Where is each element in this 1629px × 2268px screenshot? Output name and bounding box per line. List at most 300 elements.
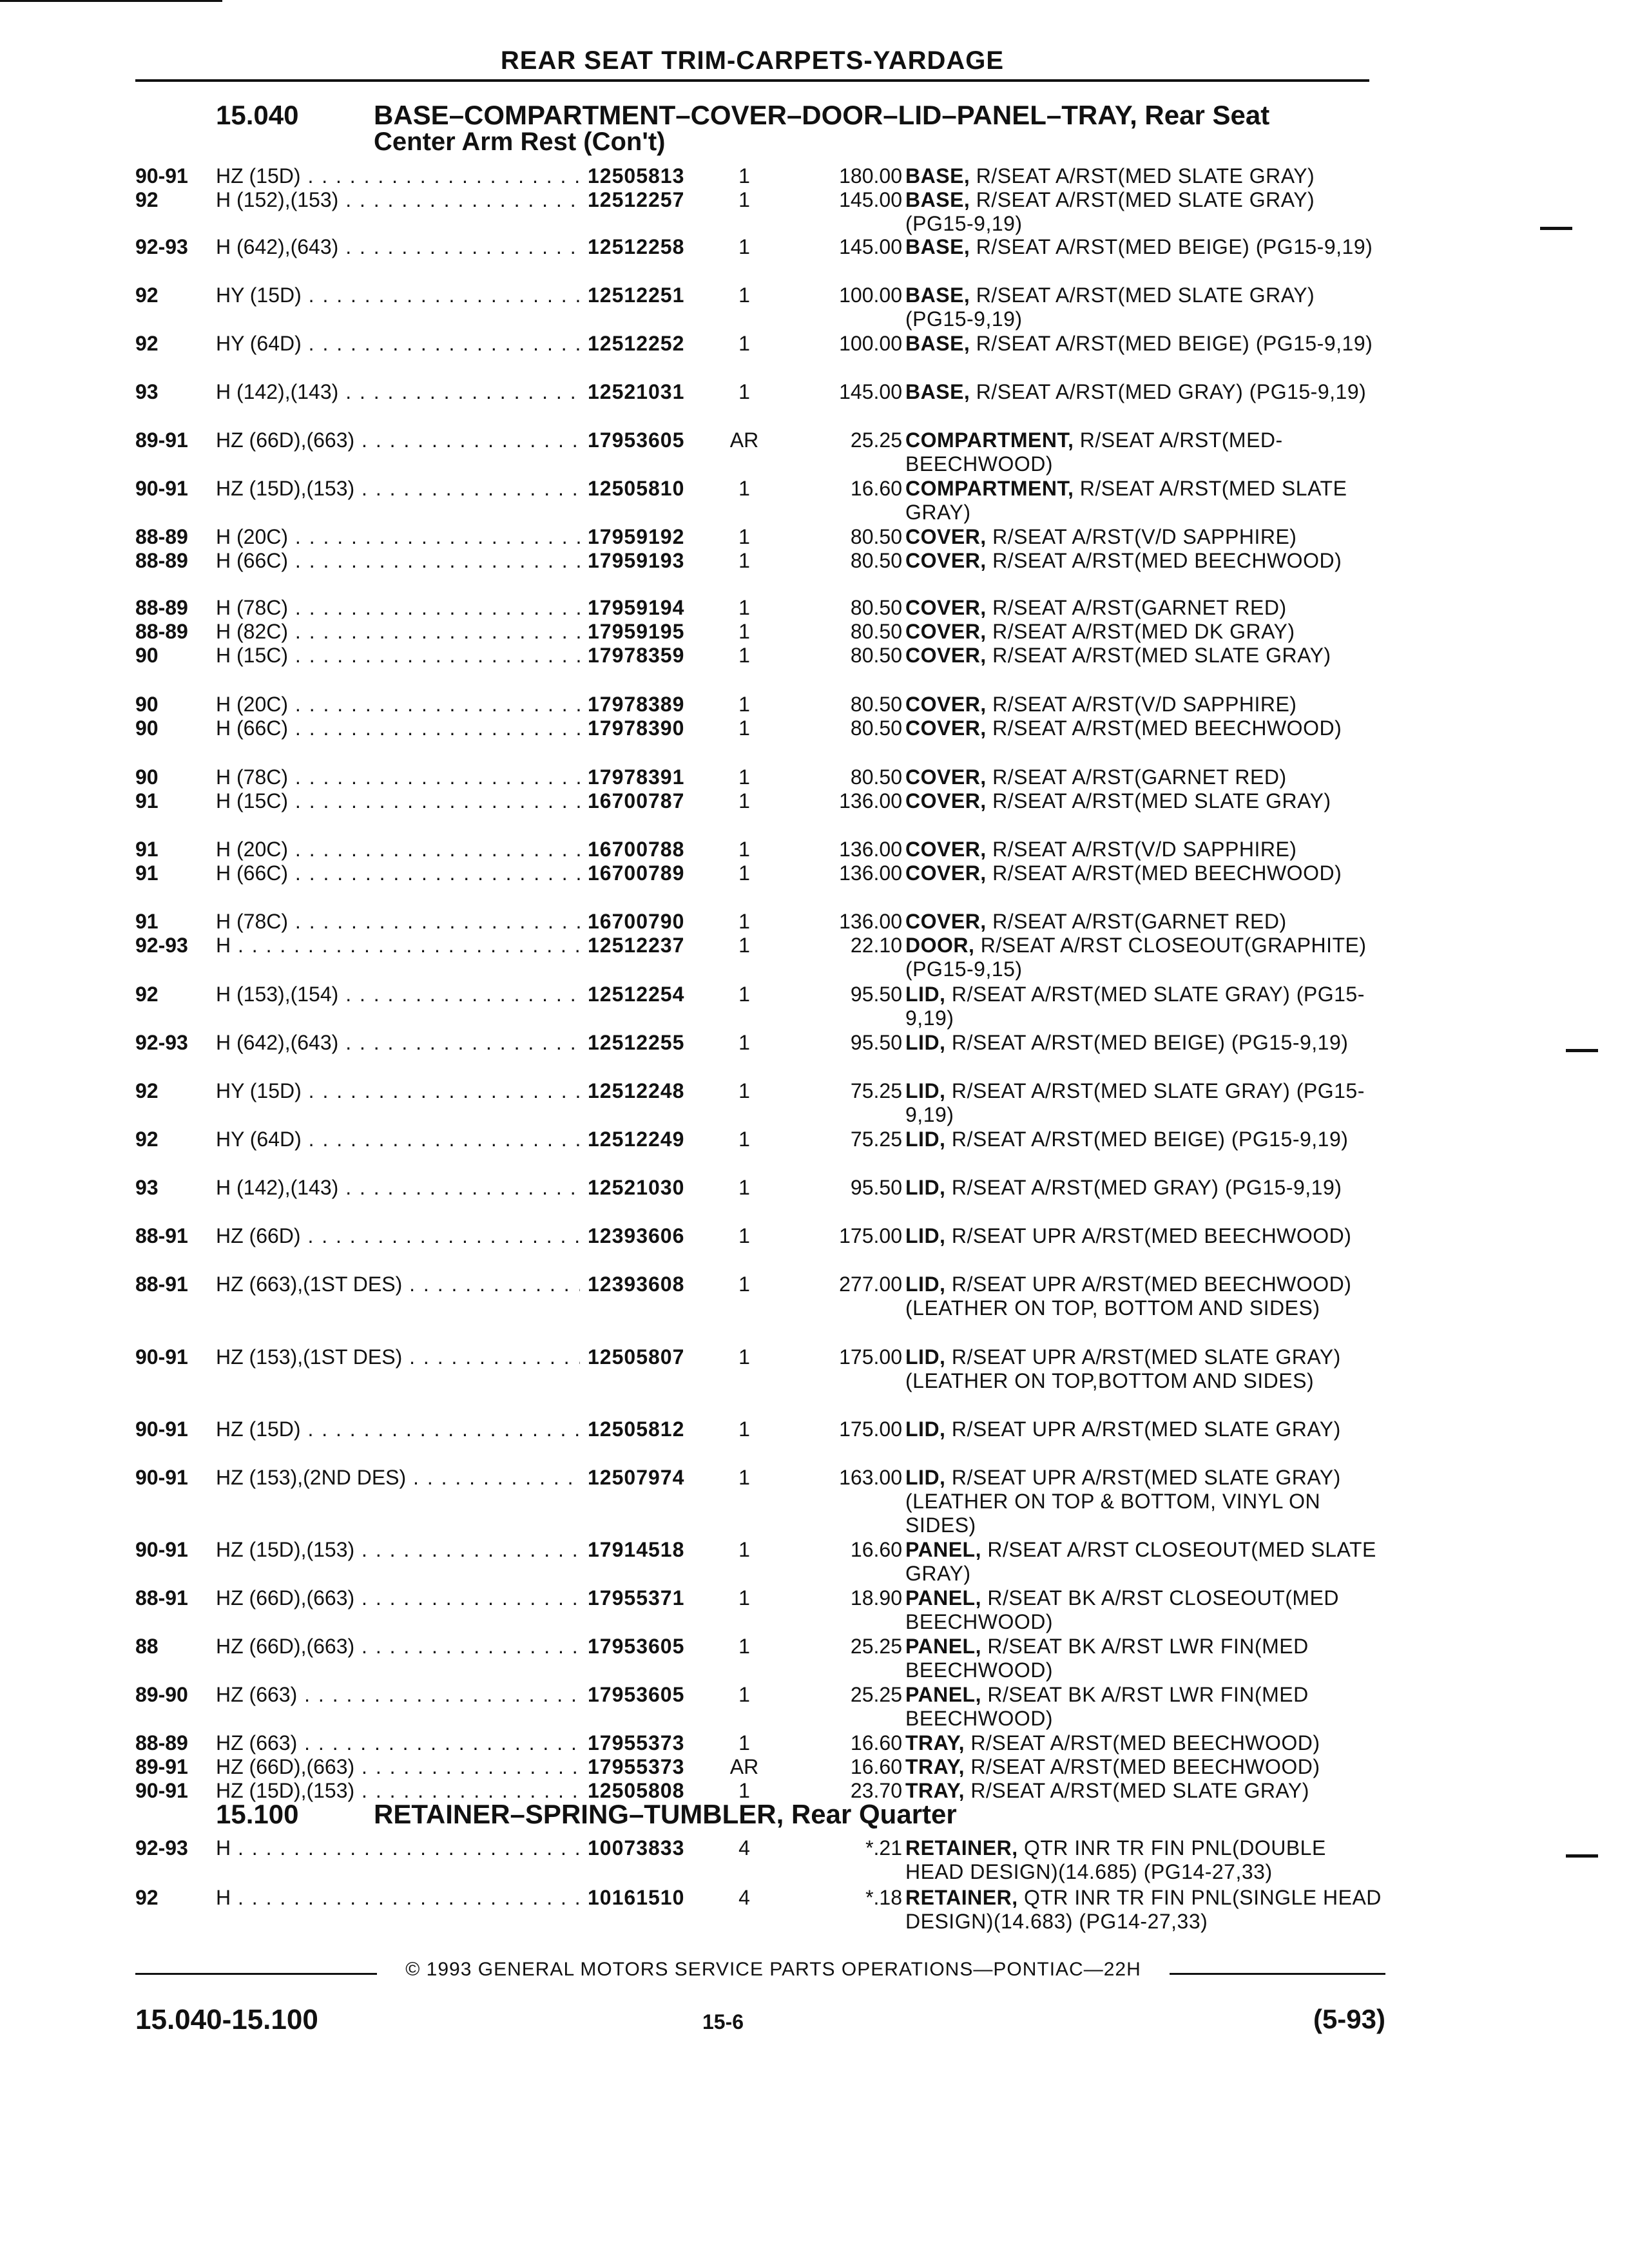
part-number: 16700787 bbox=[580, 789, 755, 813]
quantity: AR bbox=[715, 428, 773, 452]
quantity: 4 bbox=[715, 1886, 773, 1910]
model-code: H (66C) . . . bbox=[216, 861, 715, 885]
part-detail: R/SEAT A/RST(MED BEIGE) (PG15-9,19) bbox=[951, 1128, 1349, 1151]
page-number: 15-6 bbox=[702, 2010, 744, 2033]
quantity: 1 bbox=[715, 983, 773, 1006]
quantity: 1 bbox=[715, 1586, 773, 1610]
part-name: COVER, bbox=[905, 861, 987, 885]
parts-row bbox=[135, 549, 1385, 590]
part-number: 12393608 bbox=[580, 1273, 755, 1296]
model-year: 92 bbox=[135, 332, 159, 355]
model-year: 92 bbox=[135, 1886, 159, 1909]
quantity: 1 bbox=[715, 1418, 773, 1441]
part-number: 10073833 bbox=[580, 1836, 755, 1860]
part-number: 12505810 bbox=[580, 477, 755, 501]
part-description bbox=[905, 693, 1385, 716]
price: 175.00 bbox=[839, 1418, 902, 1441]
part-detail: R/SEAT A/RST CLOSEOUT(GRAPHITE) (PG15-9,15) bbox=[905, 934, 1367, 981]
part-description bbox=[905, 789, 1385, 813]
part-description bbox=[905, 596, 1385, 620]
part-detail: R/SEAT A/RST(MED BEECHWOOD) bbox=[992, 716, 1342, 740]
footer-rule bbox=[1170, 1973, 1385, 1975]
quantity: 1 bbox=[715, 549, 773, 573]
copyright-notice: © 1993 GENERAL MOTORS SERVICE PARTS OPERATIONS—PONTIAC—22H bbox=[405, 1959, 1141, 1980]
model-year: 88-91 bbox=[135, 1586, 188, 1610]
part-name: COVER, bbox=[905, 620, 987, 643]
price: 80.50 bbox=[850, 525, 902, 548]
part-name: BASE, bbox=[905, 332, 970, 355]
part-detail: R/SEAT A/RST(GARNET RED) bbox=[992, 765, 1287, 789]
part-detail: R/SEAT A/RST(MED BEECHWOOD) bbox=[992, 549, 1342, 572]
part-number: 17914518 bbox=[580, 1538, 755, 1562]
part-name: BASE, bbox=[905, 164, 970, 187]
model-year: 92-93 bbox=[135, 934, 188, 957]
part-name: COMPARTMENT, bbox=[905, 428, 1074, 452]
part-detail: R/SEAT A/RST(MED SLATE GRAY) bbox=[970, 1779, 1309, 1802]
part-name: TRAY, bbox=[905, 1779, 965, 1802]
part-number: 17978359 bbox=[580, 644, 755, 668]
price: 23.70 bbox=[850, 1779, 902, 1802]
parts-row bbox=[135, 861, 1385, 903]
part-description bbox=[905, 428, 1385, 476]
part-description bbox=[905, 1586, 1385, 1634]
model-code: H (66C) . . . bbox=[216, 716, 715, 740]
part-name: DOOR, bbox=[905, 934, 975, 957]
price: 80.50 bbox=[850, 716, 902, 740]
parts-row bbox=[135, 716, 1385, 758]
price: 145.00 bbox=[839, 188, 902, 211]
part-detail: R/SEAT A/RST(MED SLATE GRAY) bbox=[992, 789, 1331, 812]
page-header bbox=[135, 46, 1369, 82]
price: *.21 bbox=[865, 1836, 902, 1860]
part-description bbox=[905, 1731, 1385, 1755]
model-code: H (20C) . . . bbox=[216, 838, 715, 861]
price: 80.50 bbox=[850, 693, 902, 716]
model-code: H (15C) . . . bbox=[216, 644, 715, 668]
parts-row bbox=[135, 428, 1385, 476]
price: 136.00 bbox=[839, 789, 902, 812]
part-name: COVER, bbox=[905, 716, 987, 740]
part-number: 17959193 bbox=[580, 549, 755, 573]
part-detail: R/SEAT A/RST(MED BEIGE) (PG15-9,19) bbox=[976, 332, 1373, 355]
price: 145.00 bbox=[839, 235, 902, 258]
price: 25.25 bbox=[850, 1635, 902, 1658]
model-year: 91 bbox=[135, 838, 159, 861]
part-number: 16700788 bbox=[580, 838, 755, 861]
section-title: BASE–COMPARTMENT–COVER–DOOR–LID–PANEL–TRAY, Rear Seat bbox=[374, 100, 1270, 130]
model-year: 90 bbox=[135, 716, 159, 740]
model-year: 90-91 bbox=[135, 477, 188, 500]
model-year: 90-91 bbox=[135, 1538, 188, 1561]
part-name: LID, bbox=[905, 1418, 946, 1441]
part-detail: R/SEAT A/RST(MED SLATE GRAY) (PG15-9,19) bbox=[905, 188, 1315, 235]
part-name: PANEL, bbox=[905, 1586, 981, 1610]
model-year: 92 bbox=[135, 188, 159, 211]
quantity: 1 bbox=[715, 332, 773, 356]
footer-rule bbox=[135, 1973, 377, 1975]
quantity: 4 bbox=[715, 1836, 773, 1860]
part-name: COVER, bbox=[905, 644, 987, 667]
price: 16.60 bbox=[850, 1731, 902, 1754]
part-detail: R/SEAT A/RST(MED-BEECHWOOD) bbox=[905, 428, 1283, 476]
part-number: 12512255 bbox=[580, 1031, 755, 1055]
part-description bbox=[905, 983, 1385, 1030]
model-code: HZ (15D) . . . bbox=[216, 1418, 715, 1441]
model-year: 89-91 bbox=[135, 1755, 188, 1778]
parts-row bbox=[135, 1418, 1385, 1459]
parts-row bbox=[135, 1886, 1385, 1933]
quantity: 1 bbox=[715, 838, 773, 861]
model-code: HZ (663) . . . bbox=[216, 1683, 715, 1707]
quantity: 1 bbox=[715, 693, 773, 716]
model-code: HZ (66D),(663) . . . bbox=[216, 1635, 715, 1658]
part-number: 12521031 bbox=[580, 380, 755, 404]
model-year: 92 bbox=[135, 284, 159, 307]
quantity: 1 bbox=[715, 164, 773, 188]
part-detail: R/SEAT A/RST(MED GRAY) (PG15-9,19) bbox=[951, 1176, 1342, 1199]
model-code: HZ (66D) . . . bbox=[216, 1224, 715, 1248]
part-number: 12512254 bbox=[580, 983, 755, 1006]
part-number: 17953605 bbox=[580, 428, 755, 452]
quantity: 1 bbox=[715, 1128, 773, 1151]
price: 180.00 bbox=[839, 164, 902, 187]
part-description bbox=[905, 934, 1385, 981]
model-code: HZ (66D),(663) . . . bbox=[216, 428, 715, 452]
part-description bbox=[905, 1836, 1385, 1884]
part-detail: R/SEAT A/RST(MED SLATE GRAY) (PG15-9,19) bbox=[905, 1079, 1365, 1126]
model-year: 90-91 bbox=[135, 1779, 188, 1802]
section-subtitle: Center Arm Rest (Con't) bbox=[374, 128, 666, 156]
model-year: 90 bbox=[135, 644, 159, 667]
part-name: BASE, bbox=[905, 235, 970, 258]
model-code: HY (64D) . . . bbox=[216, 1128, 715, 1151]
model-year: 93 bbox=[135, 380, 159, 403]
quantity: 1 bbox=[715, 934, 773, 957]
model-year: 90-91 bbox=[135, 1418, 188, 1441]
price: 22.10 bbox=[850, 934, 902, 957]
part-name: PANEL, bbox=[905, 1538, 981, 1561]
quantity: 1 bbox=[715, 284, 773, 307]
quantity: 1 bbox=[715, 596, 773, 620]
part-name: RETAINER, bbox=[905, 1836, 1018, 1860]
model-code: HZ (15D),(153) . . . bbox=[216, 1538, 715, 1562]
part-detail: R/SEAT A/RST(MED SLATE GRAY) (PG15-9,19) bbox=[905, 284, 1315, 331]
part-number: 12512248 bbox=[580, 1079, 755, 1103]
part-number: 12393606 bbox=[580, 1224, 755, 1248]
price: 80.50 bbox=[850, 620, 902, 643]
part-number: 12512237 bbox=[580, 934, 755, 957]
price: 75.25 bbox=[850, 1128, 902, 1151]
parts-row bbox=[135, 1683, 1385, 1730]
part-name: TRAY, bbox=[905, 1755, 965, 1778]
model-year: 93 bbox=[135, 1176, 159, 1199]
model-code: H (142),(143) . . . bbox=[216, 380, 715, 404]
part-number: 17978391 bbox=[580, 765, 755, 789]
section-title: RETAINER–SPRING–TUMBLER, Rear Quarter bbox=[374, 1799, 957, 1829]
model-year: 89-91 bbox=[135, 428, 188, 452]
model-year: 90 bbox=[135, 693, 159, 716]
part-description bbox=[905, 1345, 1385, 1393]
parts-row bbox=[135, 235, 1385, 276]
price: 18.90 bbox=[850, 1586, 902, 1610]
model-code: H (78C) . . . bbox=[216, 765, 715, 789]
part-detail: R/SEAT A/RST(V/D SAPPHIRE) bbox=[992, 838, 1297, 861]
part-description bbox=[905, 380, 1385, 404]
quantity: AR bbox=[715, 1755, 773, 1779]
corner-rule bbox=[0, 0, 222, 2]
part-detail: R/SEAT A/RST(GARNET RED) bbox=[992, 596, 1287, 619]
model-code: HZ (663),(1ST DES) . . . bbox=[216, 1273, 715, 1296]
parts-row bbox=[135, 1079, 1385, 1126]
part-number: 17955371 bbox=[580, 1586, 755, 1610]
model-code: HZ (15D),(153) . . . bbox=[216, 1779, 715, 1803]
part-description bbox=[905, 284, 1385, 331]
quantity: 1 bbox=[715, 910, 773, 934]
quantity: 1 bbox=[715, 1345, 773, 1369]
part-description bbox=[905, 235, 1385, 259]
part-name: TRAY, bbox=[905, 1731, 965, 1754]
model-code: HZ (153),(1ST DES) . . . bbox=[216, 1345, 715, 1369]
part-name: RETAINER, bbox=[905, 1886, 1018, 1909]
part-description bbox=[905, 716, 1385, 740]
part-description bbox=[905, 1418, 1385, 1441]
revision-date: (5-93) bbox=[1313, 2004, 1385, 2034]
quantity: 1 bbox=[715, 1779, 773, 1803]
part-name: PANEL, bbox=[905, 1683, 981, 1706]
model-year: 88-89 bbox=[135, 1731, 188, 1754]
section-heading-15-040 bbox=[216, 102, 1269, 155]
model-code: H (642),(643) . . . bbox=[216, 235, 715, 259]
part-detail: R/SEAT A/RST(MED DK GRAY) bbox=[992, 620, 1295, 643]
parts-row bbox=[135, 1538, 1385, 1585]
part-name: COVER, bbox=[905, 789, 987, 812]
margin-mark bbox=[1566, 1049, 1598, 1052]
price: 136.00 bbox=[839, 838, 902, 861]
part-description bbox=[905, 1755, 1385, 1779]
part-detail: R/SEAT BK A/RST LWR FIN(MED BEECHWOOD) bbox=[905, 1635, 1309, 1682]
model-year: 92 bbox=[135, 1079, 159, 1102]
quantity: 1 bbox=[715, 1635, 773, 1658]
model-code: H . . . bbox=[216, 1836, 715, 1860]
parts-row bbox=[135, 284, 1385, 331]
part-description bbox=[905, 620, 1385, 644]
part-description bbox=[905, 477, 1385, 524]
part-detail: R/SEAT A/RST(MED GRAY) (PG15-9,19) bbox=[976, 380, 1367, 403]
price: 75.25 bbox=[850, 1079, 902, 1102]
part-name: LID, bbox=[905, 1466, 946, 1489]
model-year: 92-93 bbox=[135, 235, 188, 258]
part-description bbox=[905, 861, 1385, 885]
quantity: 1 bbox=[715, 477, 773, 501]
quantity: 1 bbox=[715, 188, 773, 212]
part-number: 17978389 bbox=[580, 693, 755, 716]
model-code: HY (64D) . . . bbox=[216, 332, 715, 356]
parts-row bbox=[135, 1466, 1385, 1537]
parts-row bbox=[135, 983, 1385, 1030]
quantity: 1 bbox=[715, 1273, 773, 1296]
part-number: 12507974 bbox=[580, 1466, 755, 1490]
model-code: H (15C) . . . bbox=[216, 789, 715, 813]
model-code: H (152),(153) . . . bbox=[216, 188, 715, 212]
margin-mark bbox=[1566, 1854, 1598, 1858]
part-description bbox=[905, 332, 1385, 356]
model-code: H (66C) . . . bbox=[216, 549, 715, 573]
part-description bbox=[905, 1079, 1385, 1127]
part-name: LID, bbox=[905, 1079, 946, 1102]
part-number: 12505812 bbox=[580, 1418, 755, 1441]
model-year: 92-93 bbox=[135, 1031, 188, 1054]
page-title: REAR SEAT TRIM-CARPETS-YARDAGE bbox=[500, 46, 1005, 75]
part-name: COVER, bbox=[905, 910, 987, 933]
section-number: 15.100 bbox=[216, 1799, 299, 1829]
part-detail: R/SEAT A/RST(MED SLATE GRAY) bbox=[976, 164, 1315, 187]
part-detail: QTR INR TR FIN PNL(DOUBLE HEAD DESIGN)(14.685) (PG14-27,33) bbox=[905, 1836, 1326, 1883]
quantity: 1 bbox=[715, 525, 773, 549]
model-code: HY (15D) . . . bbox=[216, 1079, 715, 1103]
part-number: 12512258 bbox=[580, 235, 755, 259]
parts-row bbox=[135, 1224, 1385, 1265]
quantity: 1 bbox=[715, 1079, 773, 1103]
model-year: 92 bbox=[135, 983, 159, 1006]
quantity: 1 bbox=[715, 1224, 773, 1248]
part-description bbox=[905, 1128, 1385, 1151]
price: 80.50 bbox=[850, 644, 902, 667]
quantity: 1 bbox=[715, 789, 773, 813]
price: 25.25 bbox=[850, 428, 902, 452]
model-code: HZ (66D),(663) . . . bbox=[216, 1755, 715, 1779]
part-detail: R/SEAT A/RST(MED SLATE GRAY) (PG15-9,19) bbox=[905, 983, 1365, 1030]
parts-row bbox=[135, 477, 1385, 524]
quantity: 1 bbox=[715, 861, 773, 885]
part-description bbox=[905, 1224, 1385, 1248]
model-code: H (82C) . . . bbox=[216, 620, 715, 644]
part-description bbox=[905, 1886, 1385, 1934]
part-description bbox=[905, 1176, 1385, 1200]
price: 95.50 bbox=[850, 1031, 902, 1054]
parts-row bbox=[135, 1176, 1385, 1217]
quantity: 1 bbox=[715, 1683, 773, 1707]
model-year: 90-91 bbox=[135, 1466, 188, 1489]
price: 136.00 bbox=[839, 861, 902, 885]
part-number: 17959195 bbox=[580, 620, 755, 644]
quantity: 1 bbox=[715, 380, 773, 404]
part-detail: R/SEAT A/RST(MED SLATE GRAY) bbox=[992, 644, 1331, 667]
part-number: 17959194 bbox=[580, 596, 755, 620]
price: 163.00 bbox=[839, 1466, 902, 1489]
part-description bbox=[905, 549, 1385, 573]
model-code: HZ (15D),(153) . . . bbox=[216, 477, 715, 501]
margin-mark bbox=[1540, 227, 1572, 230]
part-name: LID, bbox=[905, 1031, 946, 1054]
part-name: COVER, bbox=[905, 596, 987, 619]
model-code: HZ (66D),(663) . . . bbox=[216, 1586, 715, 1610]
quantity: 1 bbox=[715, 765, 773, 789]
part-number: 12505813 bbox=[580, 164, 755, 188]
part-description bbox=[905, 1779, 1385, 1803]
part-detail: QTR INR TR FIN PNL(SINGLE HEAD DESIGN)(14.683) (PG14-27,33) bbox=[905, 1886, 1382, 1933]
quantity: 1 bbox=[715, 1031, 773, 1055]
part-name: COVER, bbox=[905, 549, 987, 572]
price: 95.50 bbox=[850, 1176, 902, 1199]
part-description bbox=[905, 164, 1385, 188]
part-number: 16700790 bbox=[580, 910, 755, 934]
model-code: HY (15D) . . . bbox=[216, 284, 715, 307]
part-detail: R/SEAT UPR A/RST(MED SLATE GRAY) (LEATHER ON TOP,BOTTOM AND SIDES) bbox=[905, 1345, 1341, 1392]
part-description bbox=[905, 525, 1385, 549]
part-description bbox=[905, 1031, 1385, 1055]
part-name: LID, bbox=[905, 1128, 946, 1151]
price: 95.50 bbox=[850, 983, 902, 1006]
section-range: 15.040-15.100 bbox=[135, 2004, 318, 2035]
model-year: 88-89 bbox=[135, 620, 188, 643]
parts-row bbox=[135, 188, 1385, 235]
parts-row bbox=[135, 1836, 1385, 1883]
model-year: 91 bbox=[135, 861, 159, 885]
part-description bbox=[905, 838, 1385, 861]
part-description bbox=[905, 1635, 1385, 1682]
price: 80.50 bbox=[850, 596, 902, 619]
part-detail: R/SEAT BK A/RST CLOSEOUT(MED BEECHWOOD) bbox=[905, 1586, 1340, 1633]
model-code: H (20C) . . . bbox=[216, 693, 715, 716]
model-year: 88 bbox=[135, 1635, 159, 1658]
model-year: 89-90 bbox=[135, 1683, 188, 1706]
header-rule bbox=[135, 79, 1369, 82]
section-heading-15-100 bbox=[216, 1801, 957, 1828]
model-code: H . . . bbox=[216, 1886, 715, 1910]
part-number: 17953605 bbox=[580, 1635, 755, 1658]
part-number: 12505808 bbox=[580, 1779, 755, 1803]
parts-row bbox=[135, 934, 1385, 981]
parts-row bbox=[135, 332, 1385, 373]
part-name: PANEL, bbox=[905, 1635, 981, 1658]
parts-row bbox=[135, 1345, 1385, 1392]
price: 100.00 bbox=[839, 284, 902, 307]
part-detail: R/SEAT BK A/RST LWR FIN(MED BEECHWOOD) bbox=[905, 1683, 1309, 1730]
part-name: COVER, bbox=[905, 838, 987, 861]
parts-row bbox=[135, 789, 1385, 831]
parts-row bbox=[135, 1586, 1385, 1633]
part-number: 10161510 bbox=[580, 1886, 755, 1910]
part-detail: R/SEAT A/RST(MED BEECHWOOD) bbox=[970, 1755, 1320, 1778]
model-year: 90-91 bbox=[135, 164, 188, 187]
part-name: COMPARTMENT, bbox=[905, 477, 1074, 500]
parts-row bbox=[135, 644, 1385, 685]
price: 16.60 bbox=[850, 1755, 902, 1778]
model-year: 88-91 bbox=[135, 1224, 188, 1247]
part-number: 12512251 bbox=[580, 284, 755, 307]
part-number: 17955373 bbox=[580, 1755, 755, 1779]
part-description bbox=[905, 188, 1385, 236]
part-name: BASE, bbox=[905, 284, 970, 307]
part-name: LID, bbox=[905, 983, 946, 1006]
part-number: 17978390 bbox=[580, 716, 755, 740]
part-name: COVER, bbox=[905, 525, 987, 548]
model-year: 91 bbox=[135, 789, 159, 812]
part-description bbox=[905, 1466, 1385, 1537]
part-number: 12521030 bbox=[580, 1176, 755, 1200]
model-code: H (78C) . . . bbox=[216, 910, 715, 934]
quantity: 1 bbox=[715, 1176, 773, 1200]
part-detail: R/SEAT UPR A/RST(MED SLATE GRAY) (LEATHER ON TOP & BOTTOM, VINYL ON SIDES) bbox=[905, 1466, 1341, 1537]
part-detail: R/SEAT UPR A/RST(MED SLATE GRAY) bbox=[951, 1418, 1341, 1441]
price: 100.00 bbox=[839, 332, 902, 355]
model-code: H (153),(154) . . . bbox=[216, 983, 715, 1006]
model-code: H (78C) . . . bbox=[216, 596, 715, 620]
parts-row bbox=[135, 380, 1385, 421]
price: 175.00 bbox=[839, 1224, 902, 1247]
part-number: 16700789 bbox=[580, 861, 755, 885]
model-code: HZ (153),(2ND DES) . . . bbox=[216, 1466, 715, 1490]
